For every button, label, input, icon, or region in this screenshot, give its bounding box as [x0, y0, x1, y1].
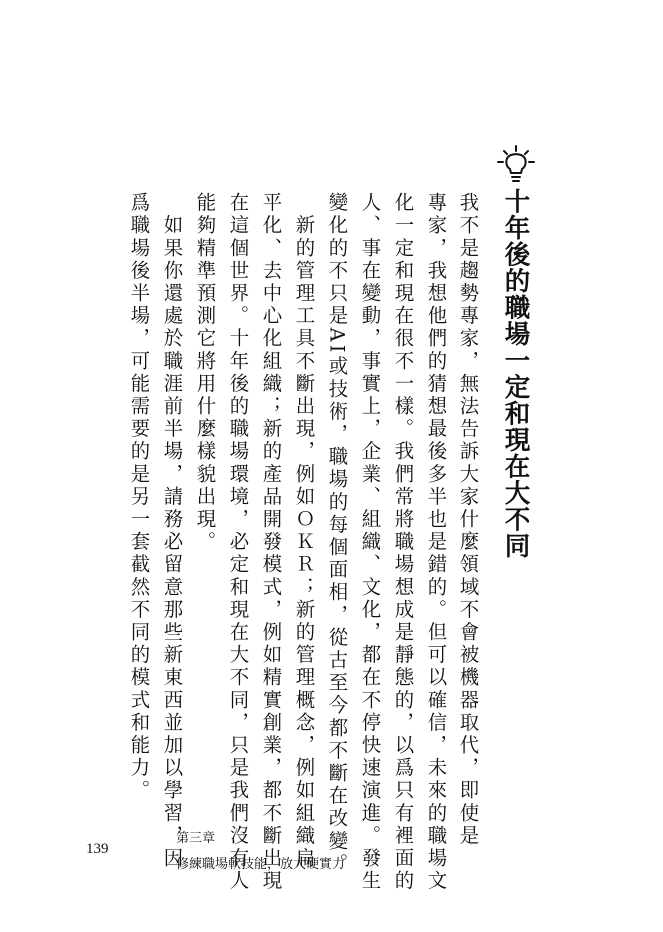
body-line: 新的管理工具不斷出現，例如ＯＫＲ；新的管理概念，例如組織扁: [292, 192, 316, 870]
body-line: 在這個世界。十年後的職場環境，必定和現在大不同，只是我們沒有人: [226, 192, 250, 893]
lightbulb-icon: [494, 144, 538, 184]
body-line: 爲職場後半場，可能需要的是另一套截然不同的模式和能力。: [127, 192, 151, 803]
body-line: 平化、去中心化組織；新的產品開發模式，例如精實創業，都不斷出現: [259, 192, 283, 893]
body-line: 化一定和現在很不一樣。我們常將職場想成是靜態的，以爲只有裡面的: [391, 192, 415, 893]
running-subtitle: 修練職場軟技能，放大硬實力: [176, 857, 346, 872]
body-line: 如果你還處於職涯前半場，請務必留意那些新東西並加以學習，因: [160, 192, 184, 870]
section-heading: 十年後的職場一定和現在大不同: [500, 188, 531, 559]
body-line: 人、事在變動，事實上，企業、組織、文化，都在不停快速演進。發生: [358, 192, 382, 893]
body-line: 變化的不只是AI或技術，職場的每個面相，從古至今都不斷在改變。: [325, 192, 349, 876]
body-line: 我不是趨勢專家，無法告訴大家什麼領域不會被機器取代，即使是: [456, 192, 480, 848]
body-line: 能夠精準預測它將用什麼樣貌出現。: [193, 192, 217, 554]
body-line: 專家，我想他們的猜想最後多半也是錯的。但可以確信，未來的職場文: [424, 192, 448, 893]
running-chapter: 第三章: [176, 831, 216, 846]
page-number: 139: [86, 841, 109, 857]
